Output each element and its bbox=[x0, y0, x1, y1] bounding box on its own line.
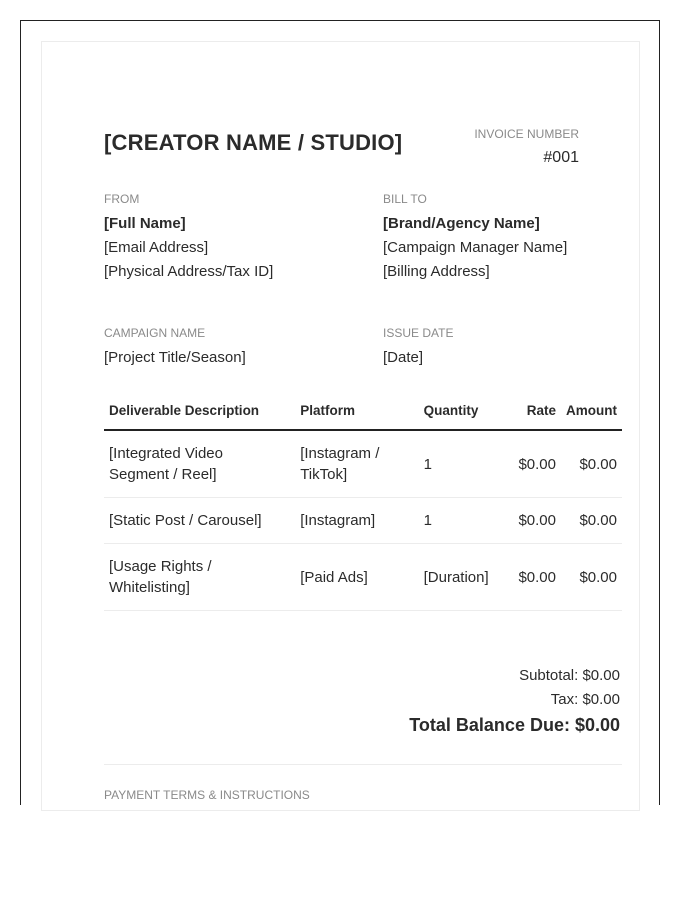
from-block bbox=[104, 192, 273, 284]
footer-divider bbox=[104, 764, 622, 765]
bill-to-manager: [Campaign Manager Name] bbox=[383, 239, 568, 256]
row-amount: $0.00 bbox=[561, 430, 622, 498]
row-description bbox=[104, 430, 295, 498]
row-description-line: Whitelisting] bbox=[109, 579, 190, 596]
header-quantity: Quantity bbox=[419, 392, 504, 430]
from-label: FROM bbox=[104, 192, 140, 206]
totals-block bbox=[320, 664, 620, 738]
row-platform bbox=[295, 430, 418, 498]
row-amount: $0.00 bbox=[561, 544, 622, 611]
header-description: Deliverable Description bbox=[104, 392, 295, 430]
bill-to-name: [Brand/Agency Name] bbox=[383, 215, 540, 232]
from-name: [Full Name] bbox=[104, 215, 186, 232]
campaign-value: [Project Title/Season] bbox=[104, 349, 246, 366]
deliverables-table bbox=[104, 392, 622, 611]
row-rate: $0.00 bbox=[504, 498, 561, 544]
header-rate: Rate bbox=[504, 392, 561, 430]
row-description-line: [Usage Rights / bbox=[109, 558, 212, 575]
issue-date-block bbox=[383, 326, 453, 370]
from-address: [Physical Address/Tax ID] bbox=[104, 263, 274, 280]
bill-to-block bbox=[383, 192, 567, 284]
row-description: [Static Post / Carousel] bbox=[104, 498, 295, 544]
row-description bbox=[104, 544, 295, 611]
row-rate: $0.00 bbox=[504, 544, 561, 611]
row-platform: [Instagram] bbox=[295, 498, 418, 544]
bill-to-label: BILL TO bbox=[383, 192, 427, 206]
subtotal: Subtotal: $0.00 bbox=[519, 667, 620, 684]
row-amount: $0.00 bbox=[561, 498, 622, 544]
invoice-number: #001 bbox=[543, 149, 579, 166]
header-amount: Amount bbox=[561, 392, 622, 430]
row-quantity: [Duration] bbox=[419, 544, 504, 611]
issue-date-value: [Date] bbox=[383, 349, 424, 366]
row-quantity: 1 bbox=[419, 430, 504, 498]
row-rate: $0.00 bbox=[504, 430, 561, 498]
table-row bbox=[104, 544, 622, 611]
issue-date-label: ISSUE DATE bbox=[383, 326, 454, 340]
row-description-line: [Integrated Video bbox=[109, 445, 223, 462]
header-platform: Platform bbox=[295, 392, 418, 430]
row-description-line: Segment / Reel] bbox=[109, 466, 217, 483]
tax: Tax: $0.00 bbox=[550, 691, 620, 708]
row-platform: [Paid Ads] bbox=[295, 544, 418, 611]
payment-terms-label: PAYMENT TERMS & INSTRUCTIONS bbox=[104, 788, 310, 802]
table-row bbox=[104, 430, 622, 498]
table-header-row bbox=[104, 392, 622, 430]
campaign-block bbox=[104, 326, 246, 370]
row-platform-line: [Instagram / bbox=[300, 445, 380, 462]
table-row bbox=[104, 498, 622, 544]
row-platform-line: TikTok] bbox=[300, 466, 348, 483]
from-email: [Email Address] bbox=[104, 239, 209, 256]
campaign-label: CAMPAIGN NAME bbox=[104, 326, 206, 340]
invoice-frame-inner bbox=[20, 20, 660, 805]
invoice-sheet bbox=[41, 41, 640, 811]
row-quantity: 1 bbox=[419, 498, 504, 544]
bill-to-address: [Billing Address] bbox=[383, 263, 490, 280]
invoice-number-label: INVOICE NUMBER bbox=[474, 127, 579, 141]
studio-name: [CREATOR NAME / STUDIO] bbox=[104, 130, 403, 155]
total-balance-due: Total Balance Due: $0.00 bbox=[409, 715, 620, 735]
